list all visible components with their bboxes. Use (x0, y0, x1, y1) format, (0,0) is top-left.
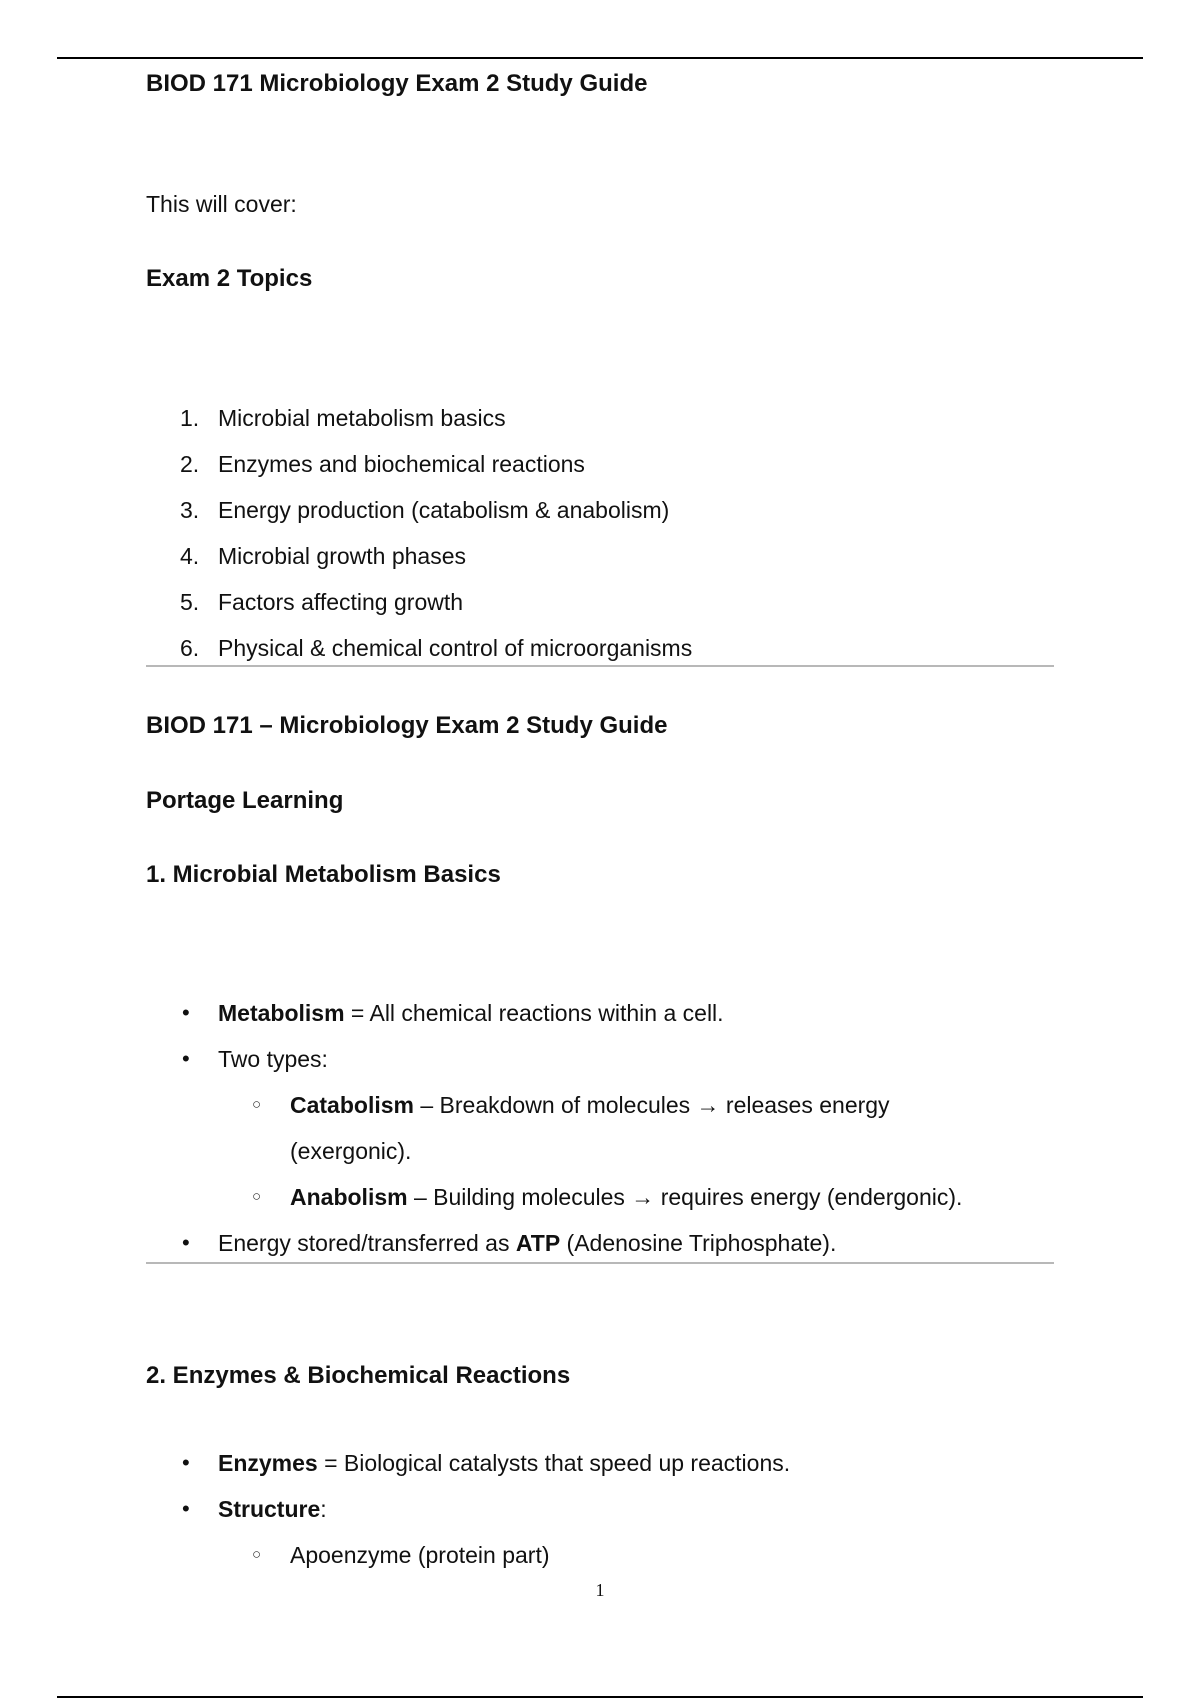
list-item-text: Energy production (catabolism & anabolism) (218, 497, 670, 523)
subtitle: Portage Learning (146, 787, 344, 814)
bullet-icon: • (182, 1046, 190, 1071)
document-title: BIOD 171 Microbiology Exam 2 Study Guide (146, 70, 648, 97)
list-item-text: Physical & chemical control of microorganisms (218, 635, 693, 661)
list-number: 2. (180, 451, 200, 477)
list-item (146, 1220, 990, 1266)
list-item (146, 1486, 990, 1578)
topics-heading: Exam 2 Topics (146, 265, 313, 292)
list-number: 5. (180, 589, 200, 615)
list-item (146, 579, 692, 625)
list-item (146, 1440, 990, 1486)
list-item (146, 990, 990, 1036)
section-divider (146, 1262, 1054, 1264)
term: Enzymes (218, 1450, 318, 1476)
page-number: 1 (595, 1580, 605, 1600)
term: Catabolism (290, 1092, 414, 1118)
document-body (146, 64, 1066, 1568)
bullet-icon: • (182, 1450, 190, 1475)
list-item-text: Two types: (218, 1046, 328, 1072)
list-item-text: Factors affecting growth (218, 589, 464, 615)
definition: – Breakdown of molecules → releases energy (exergonic). (290, 1092, 890, 1164)
topics-list (146, 395, 692, 671)
bottom-page-rule (57, 1696, 1143, 1698)
term: Anabolism (290, 1184, 408, 1210)
list-item (146, 395, 692, 441)
list-item (146, 533, 692, 579)
list-item (146, 441, 692, 487)
bullet-icon: • (182, 1000, 190, 1025)
section-divider (146, 665, 1054, 667)
definition: (Adenosine Triphosphate). (560, 1230, 837, 1256)
definition: – Building molecules → requires energy (endergonic). (407, 1184, 963, 1210)
bullet-icon: • (182, 1230, 190, 1255)
circle-bullet-icon: ○ (252, 1546, 262, 1563)
term: ATP (515, 1230, 561, 1256)
list-item-text: Microbial metabolism basics (218, 405, 506, 431)
sub-list (218, 1532, 990, 1578)
list-item-text: Enzymes and biochemical reactions (218, 451, 585, 477)
section-2-bullets (146, 1440, 990, 1578)
sub-list-item (218, 1532, 990, 1578)
list-item-text: Microbial growth phases (218, 543, 467, 569)
sub-list (218, 1082, 990, 1220)
list-number: 4. (180, 543, 200, 569)
definition: = Biological catalysts that speed up reactions. (317, 1450, 791, 1476)
list-item (146, 1036, 990, 1220)
term: Metabolism (218, 1000, 345, 1026)
section-2-heading: 2. Enzymes & Biochemical Reactions (146, 1362, 571, 1389)
definition: = All chemical reactions within a cell. (344, 1000, 724, 1026)
intro-text: This will cover: (146, 191, 297, 217)
circle-bullet-icon: ○ (252, 1096, 262, 1113)
secondary-title: BIOD 171 – Microbiology Exam 2 Study Guide (146, 712, 668, 739)
term: Structure (218, 1496, 321, 1522)
definition: : (320, 1496, 327, 1522)
list-number: 6. (180, 635, 200, 661)
list-item-text: Apoenzyme (protein part) (290, 1542, 550, 1568)
bullet-icon: • (182, 1496, 190, 1521)
section-1-heading: 1. Microbial Metabolism Basics (146, 861, 501, 888)
top-page-rule (57, 57, 1143, 59)
sub-list-item (218, 1082, 990, 1174)
list-item-text: Energy stored/transferred as (218, 1230, 516, 1256)
list-number: 3. (180, 497, 200, 523)
sub-list-item (218, 1174, 990, 1220)
list-number: 1. (180, 405, 200, 431)
circle-bullet-icon: ○ (252, 1188, 262, 1205)
section-1-bullets (146, 990, 990, 1266)
list-item (146, 487, 692, 533)
